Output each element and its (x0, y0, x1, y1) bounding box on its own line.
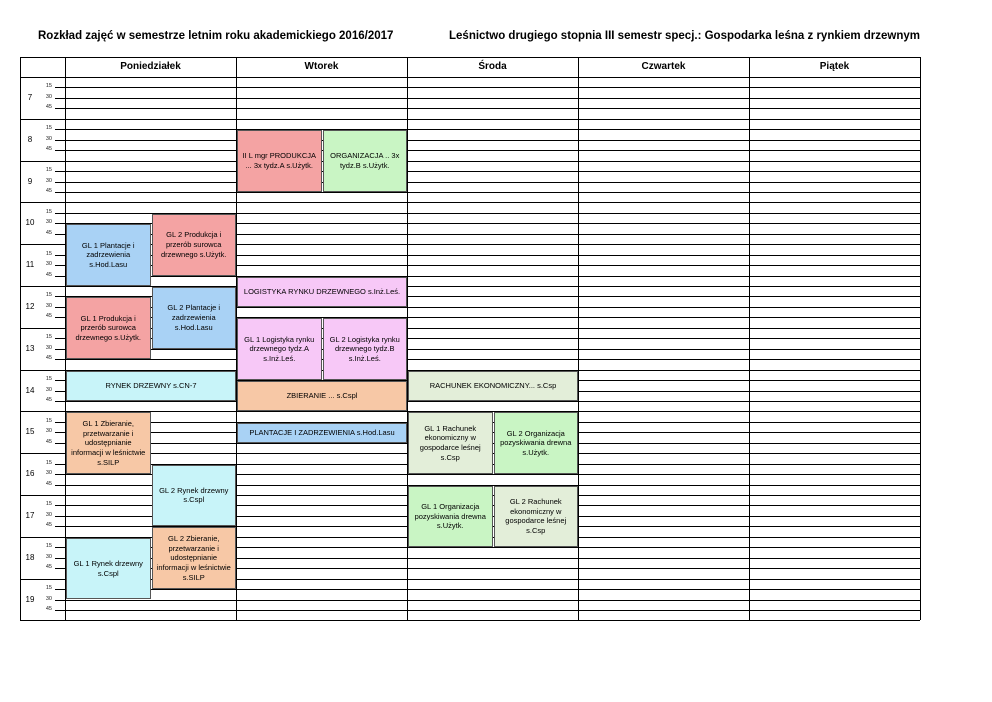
hour-label: 11 (25, 260, 35, 270)
minute-tick (55, 98, 65, 99)
class-label: GL 1 Zbieranie, przetwarzanie i udostępnianie informacji w leśnictwie s.SILP (71, 418, 146, 467)
minute-label: 15 (45, 83, 52, 90)
class-label: GL 2 Rynek drzewny s.Cspl (159, 485, 229, 505)
minute-label: 30 (45, 177, 52, 184)
class-block[interactable] (66, 538, 151, 600)
hour-label: 17 (25, 510, 35, 520)
class-block[interactable] (237, 277, 407, 307)
slot-line (65, 98, 920, 99)
minute-label: 15 (45, 417, 52, 424)
hour-line (20, 620, 920, 621)
slot-line (65, 192, 920, 193)
minute-tick (55, 349, 65, 350)
class-label: GL 1 Organizacja pozyskiwania drewna s.Użytk. (414, 501, 486, 531)
slot-line (65, 600, 920, 601)
minute-label: 30 (45, 470, 52, 477)
minute-label: 15 (45, 543, 52, 550)
minute-label: 15 (45, 292, 52, 299)
minute-label: 45 (45, 396, 52, 403)
minute-tick (55, 568, 65, 569)
minute-label: 30 (45, 261, 52, 268)
minute-label: 45 (45, 146, 52, 153)
class-block[interactable] (494, 412, 579, 474)
slot-line (65, 87, 920, 88)
minute-label: 45 (45, 438, 52, 445)
class-block[interactable] (152, 214, 237, 276)
class-label: II L mgr PRODUKCJA ... 3x tydz.A s.Użytk. (242, 151, 316, 171)
class-label: ZBIERANIE ... s.Cspl (286, 391, 358, 401)
class-label: RYNEK DRZEWNY s.CN-7 (105, 380, 197, 390)
minute-label: 15 (45, 376, 52, 383)
minute-tick (55, 443, 65, 444)
minute-label: 30 (45, 553, 52, 560)
minute-tick (55, 87, 65, 88)
schedule-title: Rozkład zajęć w semestrze letnim roku akademickiego 2016/2017 (38, 30, 394, 42)
minute-tick (55, 526, 65, 527)
slot-line (65, 171, 920, 172)
minute-tick (55, 317, 65, 318)
column-divider (749, 57, 750, 620)
class-block[interactable] (323, 130, 408, 192)
minute-tick (55, 432, 65, 433)
class-block[interactable] (152, 287, 237, 349)
minute-label: 45 (45, 104, 52, 111)
minute-label: 45 (45, 271, 52, 278)
minute-tick (55, 380, 65, 381)
class-label: PLANTACJE I ZADRZEWIENIA s.Hod.Lasu (249, 427, 395, 437)
minute-label: 45 (45, 480, 52, 487)
program-title: Leśnictwo drugiego stopnia III semestr specj.: Gospodarka leśna z rynkiem drzewnym (449, 30, 920, 42)
class-block[interactable] (66, 412, 151, 474)
class-label: GL 1 Logistyka rynku drzewnego tydz.A s.Inż.Leś. (244, 334, 315, 364)
minute-label: 15 (45, 125, 52, 132)
minute-label: 45 (45, 187, 52, 194)
minute-tick (55, 171, 65, 172)
minute-label: 45 (45, 564, 52, 571)
slot-line (65, 108, 920, 109)
minute-label: 30 (45, 595, 52, 602)
minute-tick (55, 150, 65, 151)
class-label: GL 1 Produkcja i przerób surowca drzewnego s.Użytk. (75, 313, 141, 343)
slot-line (65, 422, 920, 423)
minute-tick (55, 600, 65, 601)
slot-line (65, 150, 920, 151)
minute-tick (55, 558, 65, 559)
class-label: GL 2 Logistyka rynku drzewnego tydz.B s.Inż.Leś. (329, 334, 400, 364)
hour-label: 14 (25, 385, 35, 395)
minute-label: 45 (45, 229, 52, 236)
minute-tick (55, 485, 65, 486)
hour-label: 13 (25, 343, 35, 353)
minute-tick (55, 338, 65, 339)
slot-line (65, 401, 920, 402)
minute-tick (55, 265, 65, 266)
class-block[interactable] (237, 423, 407, 443)
minute-tick (55, 547, 65, 548)
minute-label: 30 (45, 219, 52, 226)
class-label: GL 2 Rachunek ekonomiczny w gospodarce leśnej s.Csp (505, 496, 567, 536)
class-block[interactable] (237, 130, 322, 192)
class-label: GL 2 Plantacje i zadrzewienia s.Hod.Lasu (167, 303, 221, 332)
class-label: GL 2 Organizacja pozyskiwania drewna s.Użytk. (500, 428, 572, 458)
minute-tick (55, 589, 65, 590)
day-header: Piątek (819, 61, 850, 72)
hour-label: 9 (27, 176, 33, 186)
slot-line (65, 359, 920, 360)
hour-label: 10 (25, 218, 35, 228)
minute-label: 45 (45, 355, 52, 362)
hour-label: 12 (25, 301, 35, 311)
class-block[interactable] (408, 371, 578, 401)
class-label: GL 1 Rynek drzewny s.Cspl (73, 558, 143, 578)
hour-line (20, 77, 920, 78)
slot-line (65, 432, 920, 433)
minute-tick (55, 422, 65, 423)
minute-tick (55, 505, 65, 506)
class-label: RACHUNEK EKONOMICZNY... s.Csp (429, 380, 557, 390)
class-label: GL 1 Plantacje i zadrzewienia s.Hod.Lasu (81, 240, 135, 270)
minute-label: 15 (45, 459, 52, 466)
class-label: ORGANIZACJA .. 3x tydz.B s.Użytk. (330, 151, 400, 171)
day-header: Czwartek (641, 61, 686, 72)
minute-tick (55, 234, 65, 235)
class-block[interactable] (66, 371, 236, 401)
minute-label: 15 (45, 167, 52, 174)
minute-label: 30 (45, 511, 52, 518)
minute-tick (55, 610, 65, 611)
minute-tick (55, 474, 65, 475)
day-header: Poniedziałek (120, 61, 181, 72)
minute-label: 45 (45, 605, 52, 612)
class-block[interactable] (66, 297, 151, 359)
hour-label: 8 (27, 134, 33, 144)
class-block[interactable] (408, 412, 493, 474)
class-block[interactable] (494, 486, 579, 548)
class-block[interactable] (237, 381, 407, 411)
minute-tick (55, 255, 65, 256)
hour-label: 16 (25, 469, 35, 479)
day-header: Środa (478, 61, 507, 72)
column-divider (578, 57, 579, 620)
minute-tick (55, 213, 65, 214)
minute-tick (55, 276, 65, 277)
minute-label: 15 (45, 334, 52, 341)
slot-line (65, 349, 920, 350)
class-block[interactable] (66, 224, 151, 286)
minute-tick (55, 192, 65, 193)
class-block[interactable] (323, 318, 408, 380)
minute-label: 15 (45, 208, 52, 215)
minute-label: 15 (45, 501, 52, 508)
slot-line (65, 182, 920, 183)
hour-label: 18 (25, 552, 35, 562)
minute-label: 15 (45, 585, 52, 592)
minute-label: 30 (45, 386, 52, 393)
class-block[interactable] (408, 486, 493, 548)
minute-tick (55, 223, 65, 224)
class-block[interactable] (152, 465, 237, 527)
hour-label: 15 (25, 427, 35, 437)
minute-label: 15 (45, 250, 52, 257)
day-header: Wtorek (304, 61, 339, 72)
minute-label: 30 (45, 93, 52, 100)
class-label: GL 1 Rachunek ekonomiczny w gospodarce leśnej s.Csp (419, 423, 481, 462)
slot-line (65, 443, 920, 444)
minute-label: 45 (45, 313, 52, 320)
minute-tick (55, 359, 65, 360)
minute-tick (55, 307, 65, 308)
hour-label: 19 (25, 594, 35, 604)
timetable-grid (20, 57, 920, 623)
class-block[interactable] (152, 527, 237, 589)
class-label: LOGISTYKA RYNKU DRZEWNEGO s.Inż.Leś. (243, 286, 401, 296)
class-block[interactable] (237, 318, 322, 380)
column-divider (920, 57, 921, 620)
minute-label: 45 (45, 522, 52, 529)
minute-tick (55, 140, 65, 141)
minute-tick (55, 391, 65, 392)
hour-label: 7 (27, 92, 33, 102)
minute-tick (55, 516, 65, 517)
hour-line (20, 202, 920, 203)
hour-line (20, 161, 920, 162)
minute-label: 30 (45, 302, 52, 309)
minute-label: 30 (45, 428, 52, 435)
slot-line (65, 589, 920, 590)
slot-line (65, 140, 920, 141)
minute-tick (55, 108, 65, 109)
slot-line (65, 610, 920, 611)
class-label: GL 2 Zbieranie, przetwarzanie i udostępnianie informacji w leśnictwie s.SILP (156, 533, 231, 582)
slot-line (65, 129, 920, 130)
minute-label: 30 (45, 135, 52, 142)
minute-tick (55, 464, 65, 465)
minute-label: 30 (45, 344, 52, 351)
minute-tick (55, 129, 65, 130)
slot-line (65, 276, 920, 277)
hour-line (20, 119, 920, 120)
minute-tick (55, 182, 65, 183)
minute-tick (55, 401, 65, 402)
class-label: GL 2 Produkcja i przerób surowca drzewnego s.Użytk. (161, 230, 227, 259)
minute-tick (55, 296, 65, 297)
